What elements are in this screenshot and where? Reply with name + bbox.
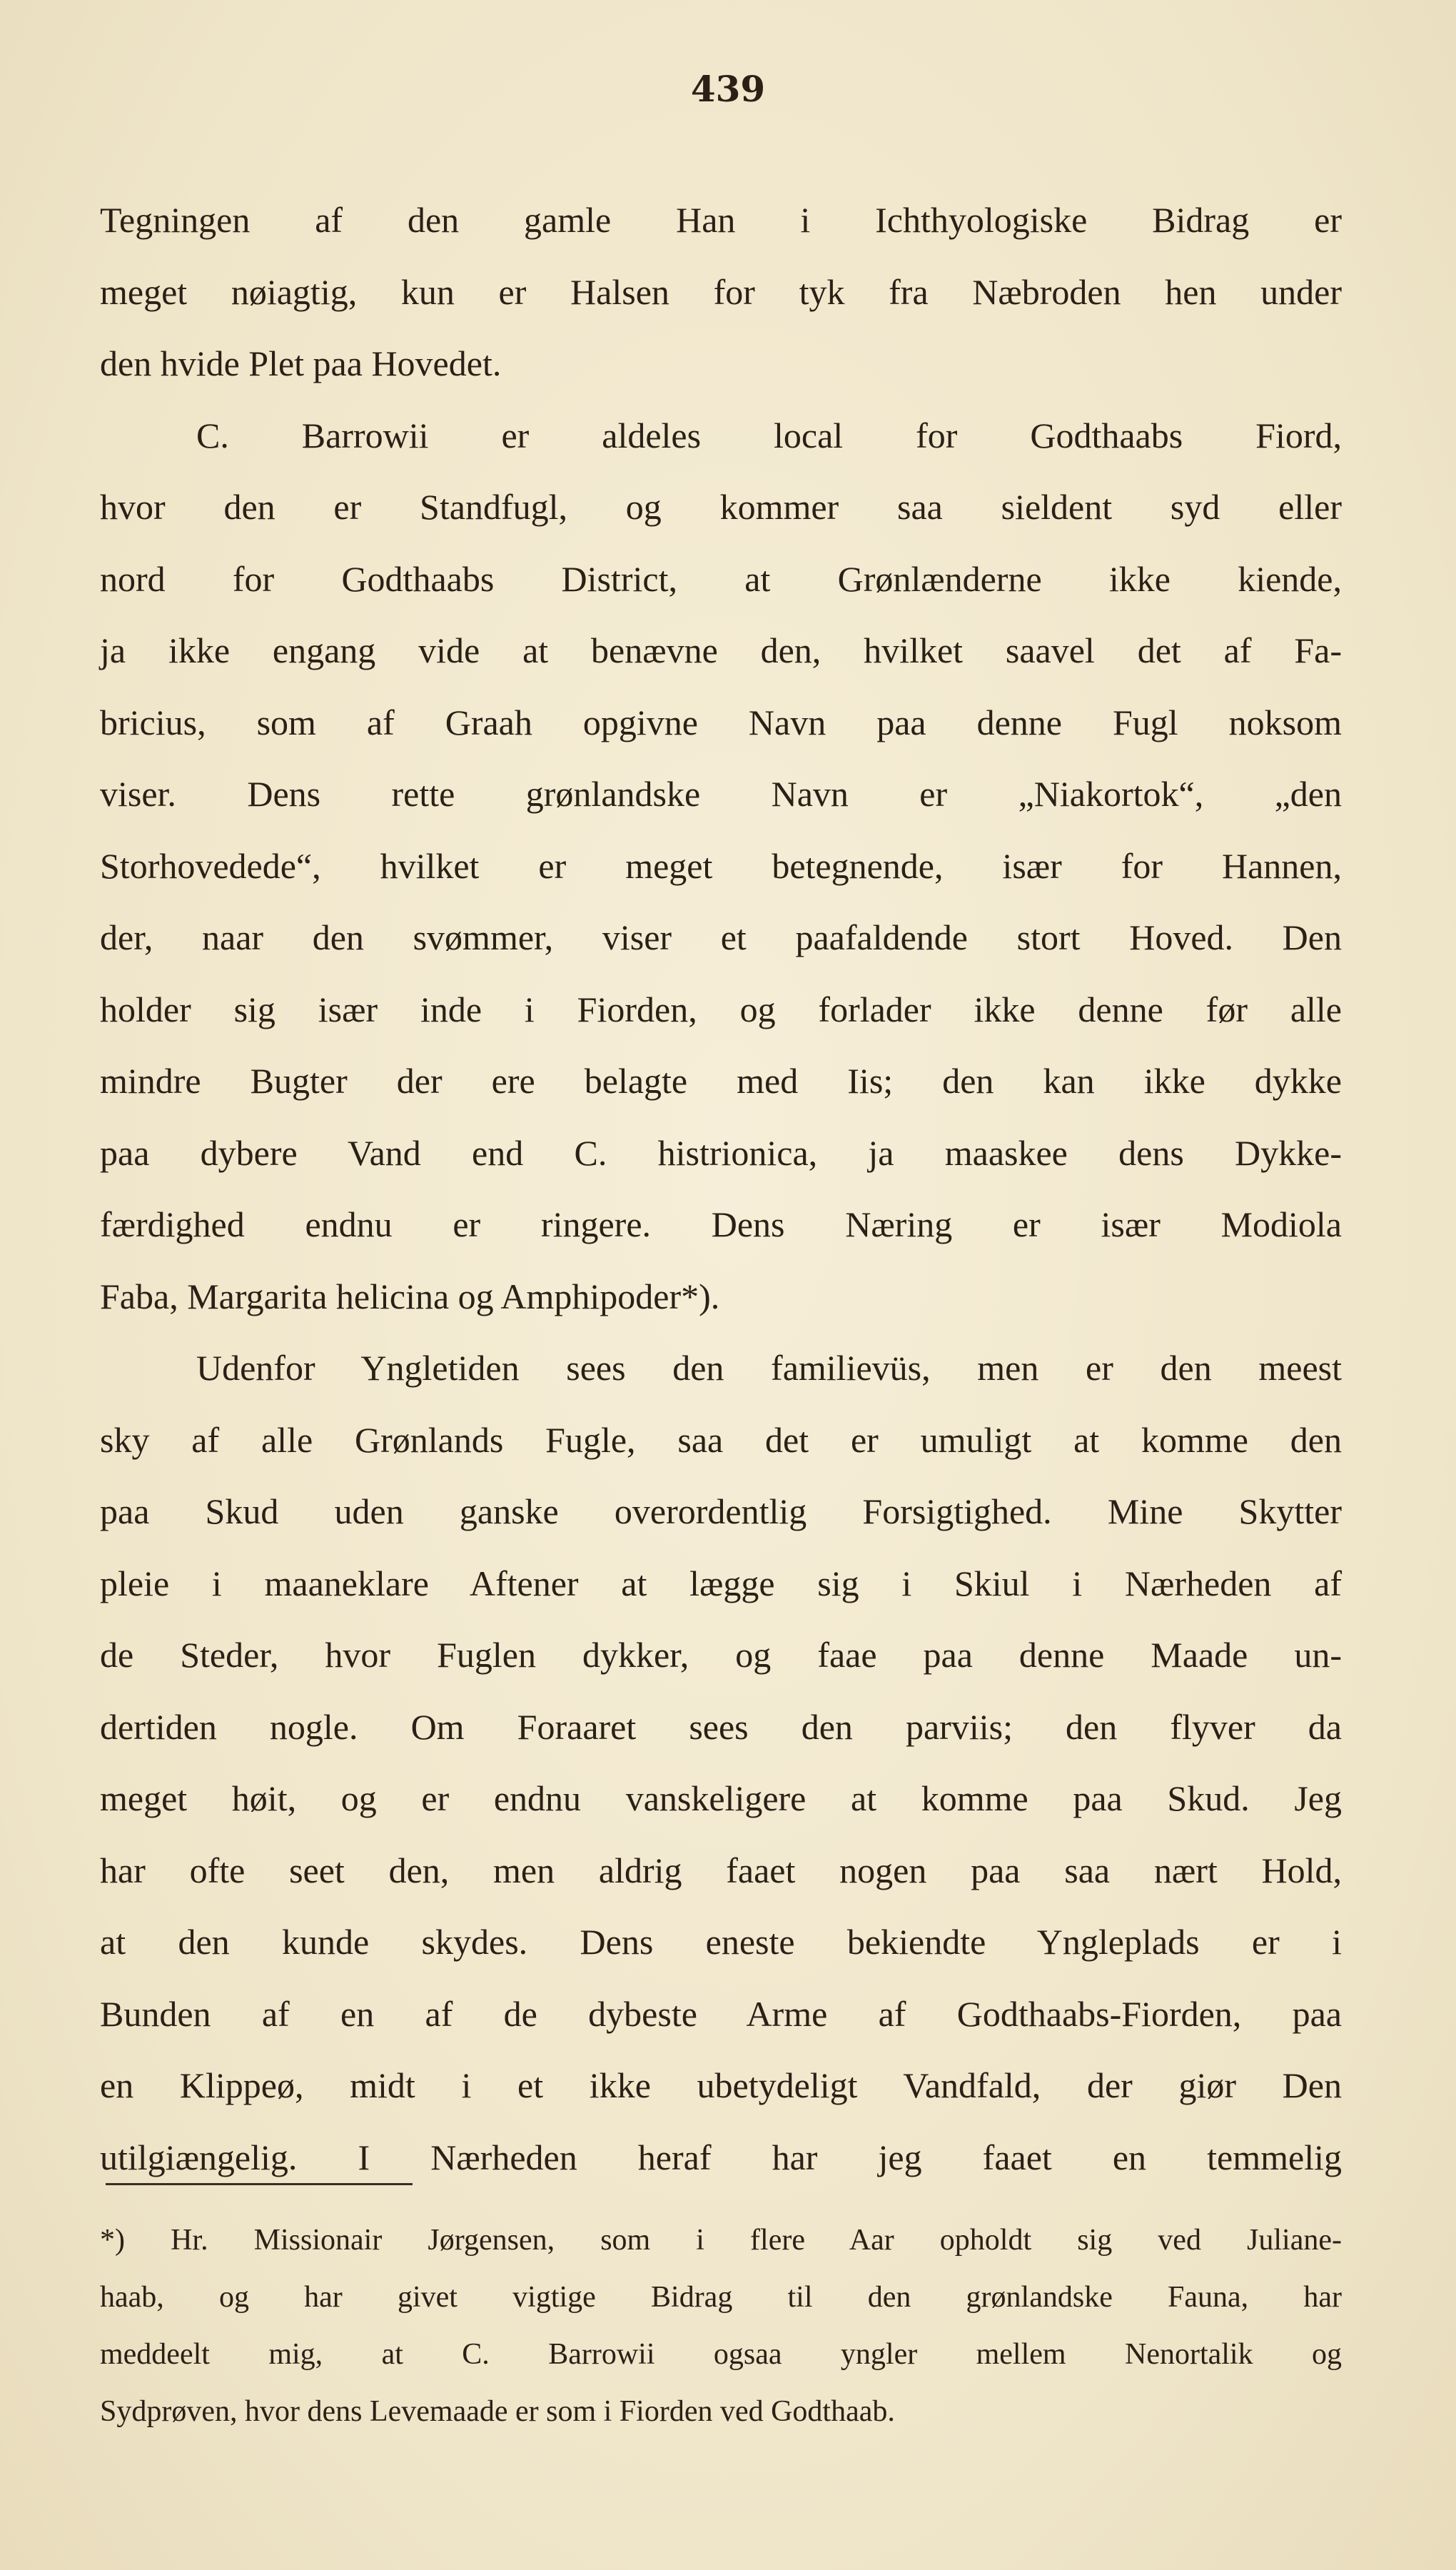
- body-line: mindre Bugter der ere belagte med Iis; den kan ikke dykke: [100, 1061, 1342, 1101]
- body-line: hvor den er Standfugl, og kommer saa sieldent syd eller: [100, 487, 1342, 527]
- body-line: de Steder, hvor Fuglen dykker, og faae paa denne Maade un-: [100, 1635, 1342, 1675]
- body-line: færdighed endnu er ringere. Dens Næring er især Modiola: [100, 1204, 1342, 1244]
- body-line: viser. Dens rette grønlandske Navn er „Niakortok“, „den: [100, 774, 1342, 814]
- footnote-line: *) Hr. Missionair Jørgensen, som i flere Aar opholdt sig ved Juliane-: [100, 2224, 1342, 2257]
- body-line: utilgiængelig. I Nærheden heraf har jeg faaet en temmelig: [100, 2137, 1342, 2177]
- body-line: holder sig især inde i Fiorden, og forlader ikke denne før alle: [100, 989, 1342, 1029]
- body-line: C. Barrowii er aldeles local for Godthaabs Fiord,: [196, 415, 1342, 455]
- body-line: paa dybere Vand end C. histrionica, ja maaskee dens Dykke-: [100, 1132, 1342, 1173]
- body-line: at den kunde skydes. Dens eneste bekiendte Yngleplads er i: [100, 1922, 1342, 1962]
- body-line: nord for Godthaabs District, at Grønlænderne ikke kiende,: [100, 558, 1342, 599]
- footnote-line: haab, og har givet vigtige Bidrag til den grønlandske Fauna, har: [100, 2281, 1342, 2314]
- page-number: 439: [690, 68, 766, 110]
- body-line: ja ikke engang vide at benævne den, hvilket saavel det af Fa-: [100, 630, 1342, 670]
- body-line: meget høit, og er endnu vanskeligere at komme paa Skud. Jeg: [100, 1778, 1342, 1818]
- body-line: har ofte seet den, men aldrig faaet nogen paa saa nært Hold,: [100, 1850, 1342, 1890]
- body-line: meget nøiagtig, kun er Halsen for tyk fra Næbroden hen under: [100, 271, 1342, 312]
- footnote-divider: [106, 2183, 413, 2185]
- footnote: [100, 2212, 1342, 2440]
- body-line: paa Skud uden ganske overordentlig Forsigtighed. Mine Skytter: [100, 1491, 1342, 1531]
- footnote-line: meddeelt mig, at C. Barrowii ogsaa yngler mellem Nenortalik og: [100, 2338, 1342, 2371]
- body-line: Tegningen af den gamle Han i Ichthyologiske Bidrag er: [100, 200, 1342, 240]
- body-line: der, naar den svømmer, viser et paafaldende stort Hoved. Den: [100, 917, 1342, 957]
- body-line: pleie i maaneklare Aftener at lægge sig i Skiul i Nærheden af: [100, 1563, 1342, 1603]
- footnote-line: Sydprøven, hvor dens Levemaade er som i Fiorden ved Godthaab.: [100, 2395, 895, 2428]
- body-line: sky af alle Grønlands Fugle, saa det er umuligt at komme den: [100, 1419, 1342, 1460]
- body-line: Bunden af en af de dybeste Arme af Godthaabs-Fiorden, paa: [100, 1993, 1342, 2034]
- body-line: Faba, Margarita helicina og Amphipoder*).: [100, 1276, 720, 1316]
- body-text: [100, 184, 1342, 2193]
- body-line: dertiden nogle. Om Foraaret sees den parviis; den flyver da: [100, 1706, 1342, 1747]
- body-line: Storhovedede“, hvilket er meget betegnende, især for Hannen,: [100, 845, 1342, 886]
- body-line: den hvide Plet paa Hovedet.: [100, 343, 502, 383]
- body-line: bricius, som af Graah opgivne Navn paa denne Fugl noksom: [100, 702, 1342, 742]
- body-line: en Klippeø, midt i et ikke ubetydeligt Vandfald, der giør Den: [100, 2065, 1342, 2105]
- body-line: Udenfor Yngletiden sees den familievüs, men er den meest: [196, 1348, 1342, 1388]
